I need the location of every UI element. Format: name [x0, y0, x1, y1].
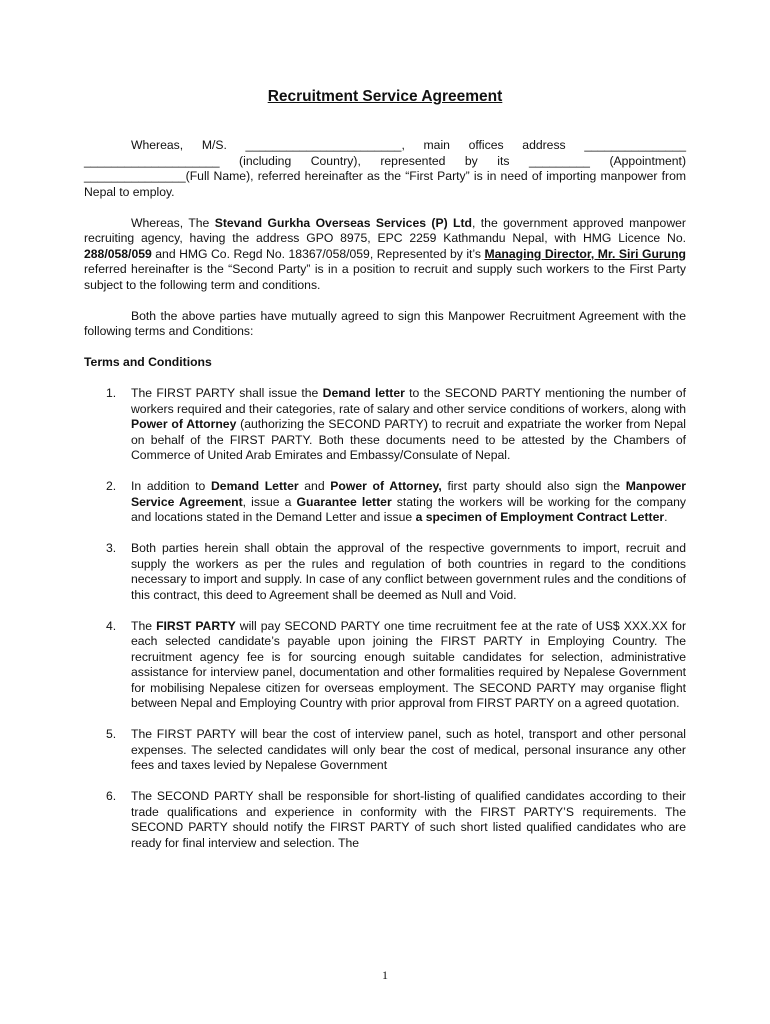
company-name: Stevand Gurkha Overseas Services (P) Ltd: [214, 215, 472, 230]
paragraph-text: , the government approved manpower recruiting agency, having the address GPO 8975, EPC 2259 Kathmandu Nepal, with HMG Licence No.: [84, 215, 686, 245]
term-bold: Demand Letter: [211, 479, 299, 493]
page-number: 1: [382, 968, 388, 982]
term-text: will pay SECOND PARTY one time recruitment fee at the rate of US$ XXX.XX for each selected candidate’s payable upon joining the FIRST PARTY in Employing Country. The recruitment agency fee is for sourcing enough suitable candidates for selection, administrative assistance for interview panel, documentation and other formalities required by Nepalese Government for mobilising Nepalese citizen for overseas employment. The SECOND PARTY may organise flight between Nepal and Employing Country with prior approval from FIRST PARTY on a agreed quotation.: [131, 618, 686, 710]
term-item: [84, 619, 686, 712]
term-text: The FIRST PARTY will bear the cost of interview panel, such as hotel, transport and other personal expenses. The selected candidates will only bear the cost of medical, personal insurance any other fees and taxes levied by Nepalese Government: [131, 727, 686, 772]
document-title: Recruitment Service Agreement: [267, 88, 503, 105]
term-item: [84, 541, 686, 603]
term-number: 1.: [106, 386, 117, 400]
term-text: (authorizing the SECOND PARTY) to recruit and expatriate the worker from Nepal on behalf of the FIRST PARTY. Both these documents need to be attested by the Chambers of Commerce of United Arab Emirates and Embassy/Consulate of Nepal.: [131, 417, 686, 462]
term-bold: a specimen of Employment Contract Letter: [415, 510, 665, 524]
term-bold: Power of Attorney: [131, 417, 237, 431]
term-text: In addition to: [131, 479, 211, 493]
term-text: stating the workers will be working for the company and locations stated in the Demand Letter and issue: [131, 494, 687, 524]
paragraph-text: and HMG Co. Regd No. 18367/058/059, Represented by it’s: [151, 246, 485, 261]
licence-number: 288/058/059: [84, 246, 152, 261]
terms-heading: Terms and Conditions: [84, 355, 212, 369]
term-text: The FIRST PARTY shall issue the: [131, 386, 323, 400]
term-text: .: [664, 510, 668, 524]
document-body: [84, 138, 686, 867]
paragraph-text: Both the above parties have mutually agreed to sign this Manpower Recruitment Agreement with the following terms and Conditions:: [84, 308, 686, 338]
term-bold: Demand letter: [322, 386, 405, 400]
term-text: Both parties herein shall obtain the approval of the respective governments to import, recruit and supply the workers as per the rules and regulation of both countries in regard to the conditions necessary to import and supply. In case of any conflict between government rules and the conditions of this contract, this deed to Agreement shall be deemed as Null and Void.: [131, 541, 686, 602]
paragraph-first-party: [84, 138, 686, 200]
terms-list: [84, 386, 686, 851]
term-item: [84, 479, 686, 526]
paragraph-agreement: [84, 309, 686, 340]
paragraph-text: referred hereinafter is the “Second Party” is in a position to recruit and supply such workers to the First Party subject to the following term and conditions.: [84, 262, 686, 292]
term-number: 6.: [106, 789, 117, 803]
term-bold: FIRST PARTY: [156, 618, 236, 633]
term-number: 4.: [106, 618, 117, 633]
term-bold: Guarantee letter: [296, 494, 392, 509]
paragraph-second-party: [84, 216, 686, 294]
term-text: and: [298, 479, 331, 493]
term-number: 5.: [106, 727, 117, 741]
term-number: 3.: [106, 541, 117, 555]
paragraph-text: Whereas, M/S. _______________________, main offices address _______________ ____________________ (including Country), represented by its _________ (Appointment) _______________(Full Name), referred hereinafter as the “First Party” is in need of importing manpower from Nepal to employ.: [84, 138, 686, 199]
term-text: The: [131, 618, 157, 633]
term-bold: Power of Attorney,: [330, 479, 442, 493]
term-text: first party should also sign the: [441, 479, 626, 493]
term-text: to the SECOND PARTY mentioning the number of workers required and their categories, rate of salary and other service conditions of workers, along with: [131, 386, 686, 416]
term-text: The SECOND PARTY shall be responsible for short-listing of qualified candidates according to their trade qualifications and experience in conformity with the FIRST PARTY’S requirements. The SECOND PARTY should notify the FIRST PARTY of such short listed qualified candidates who are ready for final interview and selection. The: [131, 789, 686, 850]
term-number: 2.: [106, 479, 117, 493]
paragraph-text: Whereas, The: [131, 215, 215, 230]
term-bold: Manpower Service Agreement: [131, 479, 686, 509]
managing-director: Managing Director, Mr. Siri Gurung: [484, 246, 687, 261]
term-item: [84, 789, 686, 851]
term-item: [84, 727, 686, 774]
term-text: , issue a: [242, 494, 297, 509]
term-item: [84, 386, 686, 464]
